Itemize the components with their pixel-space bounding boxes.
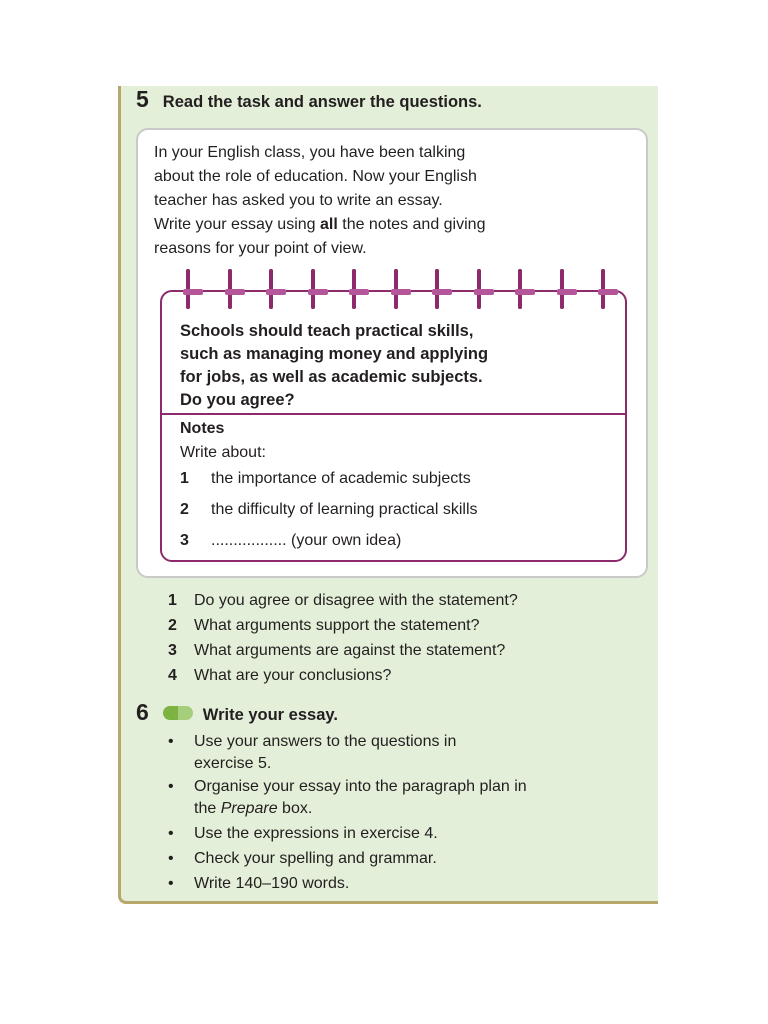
write-about-label: Write about:	[180, 444, 266, 461]
instruction-bullet	[168, 776, 648, 820]
instruction-bullet	[168, 823, 648, 845]
bullet-text: box.	[277, 800, 313, 817]
question-number: 2	[168, 617, 177, 634]
exercise-6-number: 6	[136, 699, 149, 725]
bullet-icon: •	[168, 778, 174, 795]
question-number: 3	[168, 642, 177, 659]
bullet-icon: •	[168, 825, 174, 842]
binding-ring	[311, 269, 325, 309]
task-line: In your English class, you have been talking	[154, 144, 466, 161]
question-item	[168, 617, 479, 635]
binding-ring	[560, 269, 574, 309]
bullet-text: Use the expressions in exercise 4.	[194, 825, 438, 842]
instruction-bullet	[168, 731, 648, 775]
binding-ring	[352, 269, 366, 309]
binding-ring	[518, 269, 532, 309]
bullet-icon: •	[168, 733, 174, 750]
statement-line: Schools should teach practical skills,	[180, 322, 474, 340]
note-item	[180, 532, 401, 550]
bullet-icon: •	[168, 850, 174, 867]
instruction-bullet	[168, 873, 648, 895]
note-text: the difficulty of learning practical skills	[211, 501, 478, 518]
task-text	[154, 141, 634, 261]
essay-statement	[180, 320, 600, 412]
question-number: 4	[168, 667, 177, 684]
note-item	[180, 501, 478, 519]
exercise-5-header	[136, 86, 482, 113]
statement-line: for jobs, as well as academic subjects.	[180, 368, 483, 386]
note-number: 2	[180, 501, 189, 518]
bullet-text: exercise 5.	[194, 755, 272, 772]
question-text: What arguments are against the statement?	[194, 642, 506, 659]
bullet-text: the	[194, 800, 221, 817]
binding-ring	[601, 269, 615, 309]
question-item	[168, 592, 518, 610]
binding-ring	[269, 269, 283, 309]
binding-ring	[394, 269, 408, 309]
notepad-divider	[161, 413, 626, 415]
bullet-text: Check your spelling and grammar.	[194, 850, 437, 867]
question-item	[168, 642, 505, 660]
question-text: What arguments support the statement?	[194, 617, 480, 634]
bullet-text: Write 140–190 words.	[194, 875, 350, 892]
note-number: 3	[180, 532, 189, 549]
bullet-text: Organise your essay into the paragraph plan in	[194, 778, 527, 795]
exercise-6-header	[136, 699, 338, 726]
question-number: 1	[168, 592, 177, 609]
binding-ring	[228, 269, 242, 309]
question-text: Do you agree or disagree with the statement?	[194, 592, 518, 609]
task-line: reasons for your point of view.	[154, 240, 367, 257]
statement-line: such as managing money and applying	[180, 345, 489, 363]
task-line: Write your essay using	[154, 216, 320, 233]
binding-ring	[477, 269, 491, 309]
spiral-binding-icon	[174, 269, 614, 311]
bullet-icon: •	[168, 875, 174, 892]
binding-ring	[186, 269, 200, 309]
question-text: What are your conclusions?	[194, 667, 392, 684]
notes-title: Notes	[180, 420, 225, 437]
prepare-box-reference: Prepare	[220, 800, 278, 817]
note-number: 1	[180, 470, 189, 487]
note-text: the importance of academic subjects	[211, 470, 471, 487]
pair-work-pill-icon	[163, 706, 193, 720]
note-item	[180, 470, 471, 488]
exercise-5-title: Read the task and answer the questions.	[162, 93, 482, 111]
instruction-bullet	[168, 848, 648, 870]
exercise-5-number: 5	[136, 86, 149, 112]
task-line: the notes and giving	[337, 216, 486, 233]
task-emphasis: all	[320, 216, 338, 233]
task-line: teacher has asked you to write an essay.	[154, 192, 443, 209]
statement-line: Do you agree?	[180, 391, 295, 409]
question-item	[168, 667, 391, 685]
note-text: ................. (your own idea)	[211, 532, 402, 549]
bullet-text: Use your answers to the questions in	[194, 733, 457, 750]
task-line: about the role of education. Now your English	[154, 168, 477, 185]
exercise-6-title: Write your essay.	[202, 706, 338, 724]
binding-ring	[435, 269, 449, 309]
